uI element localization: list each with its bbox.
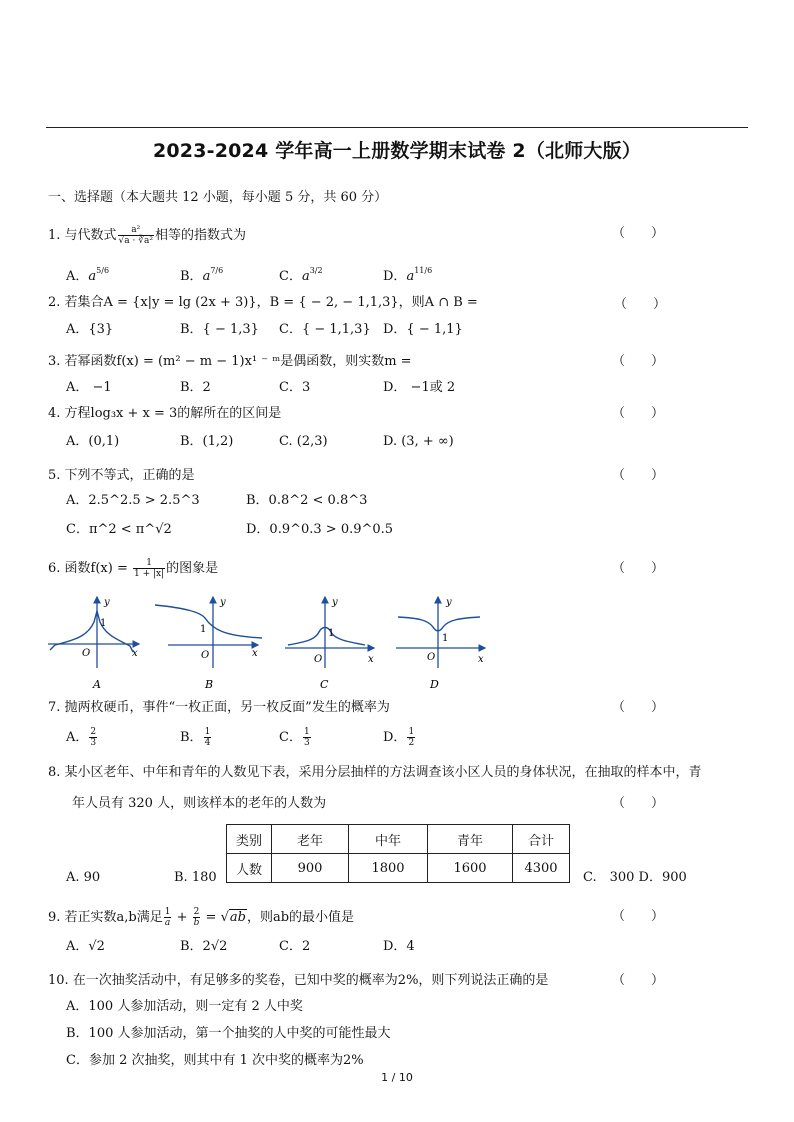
question-6-prefix: 6. 函数f(x) = [48,561,132,576]
table-row [227,854,570,883]
question-4: 4. 方程log₃x + x = 3的解所在的区间是 [48,406,282,421]
graph-c-curve [288,628,365,646]
graph-c [285,597,374,691]
graph-b-one: 1 [200,624,207,635]
question-10-option-c: C．参加 2 次抽奖，则其中有 1 次中奖的概率为2% [66,1053,364,1068]
question-6-fraction-denominator: 1 + |x| [133,569,165,579]
question-9-suffix: ，则ab的最小值是 [246,910,355,925]
graph-a [48,597,139,691]
question-2-option-a: A．{3} [66,322,114,337]
graph-a-x-label: x [132,648,138,659]
question-9-sqrt-ab: ab [229,910,246,925]
graph-d-curve [398,617,480,631]
question-2-option-d: D．{ − 1,1} [383,322,463,337]
graph-c-origin: O [314,654,323,665]
graph-a-label: A [93,678,101,691]
question-1-fraction-denominator: √a · ∛a² [118,236,153,246]
question-10-option-a: A．100 人参加活动，则一定有 2 人中奖 [66,999,303,1014]
question-7-frac-b: $\frac{1}{4}$ [204,727,211,748]
question-1-prefix: 1. 与代数式 [48,228,117,243]
graph-d-x-label: x [478,654,484,665]
question-9-frac-2: $\frac{2}{b}$ [193,907,200,928]
question-2: 2. 若集合A = {x|y = lg (2x + 3)}，B = { − 2, − 1,1,3}，则A ∩ B = [48,295,478,310]
answer-paren-6: （ ） [612,561,665,576]
question-7-option-c: C． $\frac{1}{3}$ [279,727,310,748]
answer-paren-2: （ ） [614,297,667,312]
table-cell: 人数 [227,854,272,883]
question-1-option-d: D．$a^{11/6}$ [383,266,433,284]
question-7-option-d: D． $\frac{1}{2}$ [383,727,415,748]
answer-paren-1: （ ） [612,226,665,241]
question-1-option-b: B．$a^{7/6}$ [180,266,224,284]
question-7-option-b: B． $\frac{1}{4}$ [180,727,211,748]
table-header-cell: 类别 [227,825,272,854]
answer-paren-4: （ ） [612,406,665,421]
graph-b-x-label: x [252,648,258,659]
page-title: 2023-2024 学年高一上册数学期末试卷 2（北师大版） [152,140,642,162]
question-8-line-1: 8. 某小区老年、中年和青年的人数见下表，采用分层抽样的方法调查该小区人员的身体状况，在抽取的样本中，青 [48,765,702,780]
graph-d-y-label: y [446,597,452,608]
question-6-fraction-numerator: 1 [133,558,165,569]
question-7-frac-c: $\frac{1}{3}$ [303,727,310,748]
table-header-cell: 老年 [272,825,349,854]
question-4-option-a: A．(0,1) [66,434,120,449]
graph-a-origin: O [82,648,91,659]
question-1-suffix: 相等的指数式为 [154,228,246,243]
answer-paren-10: （ ） [612,973,665,988]
question-3-option-d: D． −1或 2 [383,380,456,395]
question-6-suffix: 的图象是 [166,561,219,576]
question-7-frac-d: $\frac{1}{2}$ [408,727,415,748]
graph-c-one: 1 [328,628,335,639]
table-header-cell: 中年 [349,825,428,854]
table-header-cell: 青年 [428,825,513,854]
table-cell: 900 [272,854,349,883]
section-heading: 一、选择题（本大题共 12 小题，每小题 5 分，共 60 分） [48,190,388,205]
graph-a-y-label: y [104,597,110,608]
graph-d-label: D [430,678,439,691]
answer-paren-8: （ ） [612,796,665,811]
graph-b-origin: O [201,650,210,661]
graph-d [396,597,485,691]
question-2-option-c: C．{ − 1,1,3} [279,322,371,337]
graph-b-curve [155,605,262,638]
question-1-option-c: C．$a^{3/2}$ [279,266,323,284]
question-8-option-a: A. 90 [66,870,101,885]
graph-b-y-label: y [220,597,226,608]
question-10-option-b: B．100 人参加活动，第一个抽奖的人中奖的可能性最大 [66,1026,391,1041]
question-9-option-b: B．2√2 [180,939,228,954]
question-5-option-b: B．0.8^2 < 0.8^3 [246,493,368,508]
question-9-option-c: C．2 [279,939,311,954]
question-8-option-b: B. 180 [174,870,217,885]
question-9-frac-1: $\frac{1}{a}$ [164,907,171,928]
graph-d-origin: O [427,652,436,663]
table-cell: 1600 [428,854,513,883]
question-9: 9. 若正实数a,b满足 $\frac{1}{a}$ + $\frac{2}{b}$ = √ab，则ab的最小值是 [48,907,355,928]
table-header-row [227,825,570,854]
table-cell: 1800 [349,854,428,883]
question-9-option-a: A．√2 [66,939,105,954]
table-header-cell: 合计 [513,825,570,854]
question-9-prefix: 9. 若正实数a,b满足 [48,910,163,925]
question-1-fraction-numerator: a² [118,225,154,236]
question-3-option-a: A． −1 [66,380,112,395]
question-5-option-d: D．0.9^0.3 > 0.9^0.5 [246,522,394,537]
question-10: 10. 在一次抽奖活动中，有足够多的奖卷，已知中奖的概率为2%，则下列说法正确的是 [48,973,549,988]
graph-b [155,597,262,691]
graph-a-one: 1 [100,618,107,629]
question-7-option-a: A． $\frac{2}{3}$ [66,727,97,748]
question-7-frac-a: $\frac{2}{3}$ [90,727,97,748]
question-5-option-a: A．2.5^2.5 > 2.5^3 [66,493,200,508]
question-8-line-2: 年人员有 320 人，则该样本的老年的人数为 [72,796,327,811]
question-3: 3. 若幂函数f(x) = (m² − m − 1)x¹ ⁻ ᵐ是偶函数，则实数m = [48,354,412,369]
question-4-option-b: B．(1,2) [180,434,234,449]
question-5-option-c: C．π^2 < π^√2 [66,522,172,537]
population-table [226,824,570,883]
question-3-option-c: C．3 [279,380,311,395]
question-9-option-d: D．4 [383,939,415,954]
graph-c-y-label: y [332,597,338,608]
question-7: 7. 抛两枚硬币，事件“一枚正面，另一枚反面”发生的概率为 [48,700,390,715]
table-cell: 4300 [513,854,570,883]
question-4-option-d: D. (3, + ∞) [383,434,454,449]
answer-paren-3: （ ） [612,354,665,369]
graph-a-curve [55,611,133,652]
question-3-option-b: B．2 [180,380,211,395]
question-4-option-c: C. (2,3) [279,434,328,449]
graph-c-label: C [320,678,329,691]
question-8-option-cd: C. 300 D．900 [583,870,687,885]
question-2-option-b: B．{ − 1,3} [180,322,259,337]
page-number: 1 / 10 [381,1071,413,1084]
graph-c-x-label: x [368,654,374,665]
graph-b-label: B [205,678,214,691]
graph-d-one: 1 [442,633,449,644]
answer-paren-9: （ ） [612,909,665,924]
answer-paren-5: （ ） [612,468,665,483]
question-5: 5. 下列不等式，正确的是 [48,468,195,483]
answer-paren-7: （ ） [612,700,665,715]
question-1-option-a: A．$a^{5/6}$ [66,266,110,284]
